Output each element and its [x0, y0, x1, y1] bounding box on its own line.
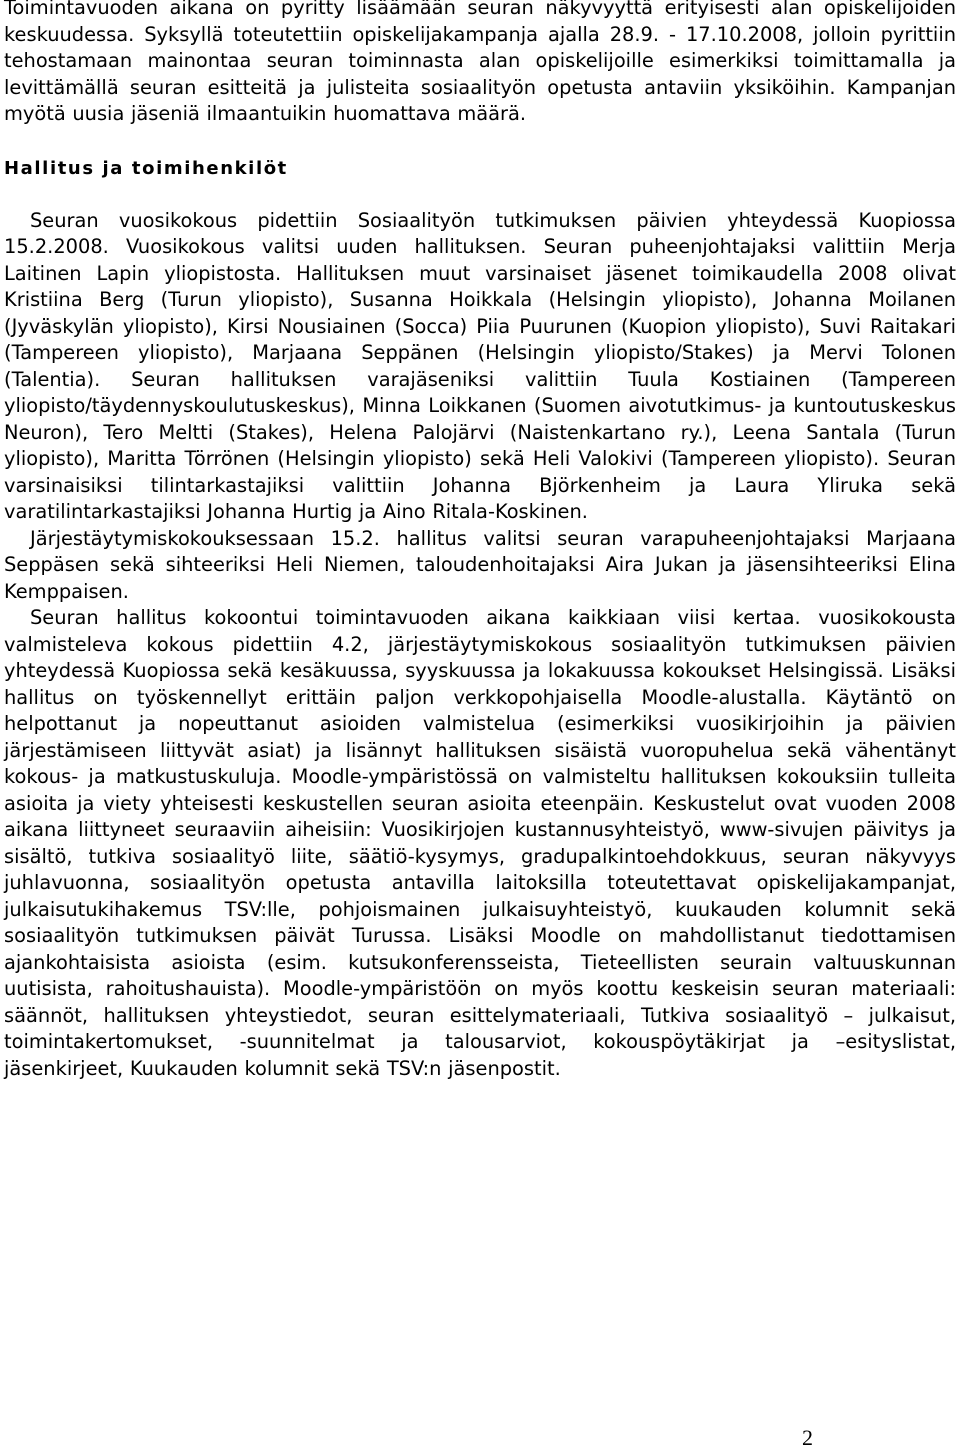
page-number: 2 — [802, 1425, 813, 1450]
paragraph-organizing: Järjestäytymiskokouksessaan 15.2. hallitus valitsi seuran varapuheenjohtajaksi Marjaana Seppäsen sekä sihteeriksi Heli Niemen, taloudenhoitajaksi Aira Jukan ja jäsensihteeriksi Elina Kemppaisen. — [4, 526, 956, 603]
document-page — [4, 0, 956, 1082]
section-heading: Hallitus ja toimihenkilöt — [4, 157, 288, 179]
intro-paragraph: Toimintavuoden aikana on pyritty lisäämään seuran näkyvyyttä erityisesti alan opiskelijoiden keskuudessa. Syksyllä toteutettiin opiskelijakampanja ajalla 28.9. - 17.10.2008, jolloin pyrittiin tehostamaan mainontaa seuran toiminnasta alan opiskelijoille esimerkiksi toimittamalla ja levittämällä seuran esitteitä ja julisteita sosiaalityön opetusta antaviin yksiköihin. Kampanjan myötä uusia jäseniä ilmaantuikin huomattava määrä. — [4, 0, 956, 125]
paragraph-meetings: Seuran hallitus kokoontui toimintavuoden aikana kaikkiaan viisi kertaa. vuosikokousta valmisteleva kokous pidettiin 4.2, järjestäytymiskokous sosiaalityön tutkimuksen päivien yhteydessä Kuopiossa sekä kesäkuussa, syyskuussa ja lokakuussa kokoukset Helsingissä. Lisäksi hallitus on työskennellyt erittäin paljon verkkopohjaisella Moodle-alustalla. Käytäntö on helpottanut ja nopeuttanut asioiden valmistelua (esimerkiksi vuosikirjoihin ja päivien järjestämiseen liittyvät asiat) ja lisännyt hallituksen sisäistä vuoropuhelua sekä vähentänyt kokous- ja matkustuskuluja. Moodle-ympäristössä on valmisteltu hallituksen kokouksiin tulleita asioita ja viety yhteisesti keskustellen seuran asioita eteenpäin. Keskustelut ovat vuoden 2008 aikana liittyneet seuraaviin aiheisiin: Vuosikirjojen kustannusyhteistyö, www-sivujen päivitys ja sisältö, tutkiva sosiaalityö liite, säätiö-kysymys, gradupalkintoehdokkuus, seuran näkyvyys juhlavuonna, sosiaalityön opetusta antavilla laitoksilla toteutettavat opiskelijakampanjat, julkaisutukihakemus TSV:lle, pohjoismainen julkaisuyhteistyö, kuukauden kolumnit sekä sosiaalityön tutkimuksen päivät Turussa. Lisäksi Moodle on mahdollistanut tiedottamisen ajankohtaisista asioista (esim. kutsukonferensseista, Tieteellisten seurain valtuuskunnan uutisista, rahoitushauista). Moodle-ympäristöön on myös koottu keskeisin seuran materiaali: säännöt, hallituksen yhteystiedot, seuran esittelymateriaali, Tutkiva sosiaalityö – julkaisut, toimintakertomukset, -suunnitelmat ja talousarviot, kokouspöytäkirjat ja –esityslistat, jäsenkirjeet, Kuukauden kolumnit sekä TSV:n jäsenpostit. — [4, 606, 956, 1080]
paragraph-board: Seuran vuosikokous pidettiin Sosiaalityön tutkimuksen päivien yhteydessä Kuopiossa 15.2.2008. Vuosikokous valitsi uuden hallituksen. Seuran puheenjohtajaksi valittiin Merja Laitinen Lapin yliopistosta. Hallituksen muut varsinaiset jäsenet toimikaudella 2008 olivat Kristiina Berg (Turun yliopisto), Susanna Hoikkala (Helsingin yliopisto), Johanna Moilanen (Jyväskylän yliopisto), Kirsi Nousiainen (Socca) Piia Puurunen (Kuopion yliopisto), Suvi Raitakari (Tampereen yliopisto), Marjaana Seppänen (Helsingin yliopisto/Stakes) ja Mervi Tolonen (Talentia). Seuran hallituksen varajäseniksi valittiin Tuula Kostiainen (Tampereen yliopisto/täydennyskoulutuskeskus), Minna Loikkanen (Suomen aivotutkimus- ja kuntoutuskeskus Neuron), Tero Meltti (Stakes), Helena Palojärvi (Naistenkartano ry.), Leena Santala (Turun yliopisto), Maritta Törrönen (Helsingin yliopisto) sekä Heli Valokivi (Tampereen yliopisto). Seuran varsinaisiksi tilintarkastajiksi valittiin Johanna Björkenheim ja Laura Yliruka sekä varatilintarkastajiksi Johanna Hurtig ja Aino Ritala-Koskinen. — [4, 208, 956, 523]
